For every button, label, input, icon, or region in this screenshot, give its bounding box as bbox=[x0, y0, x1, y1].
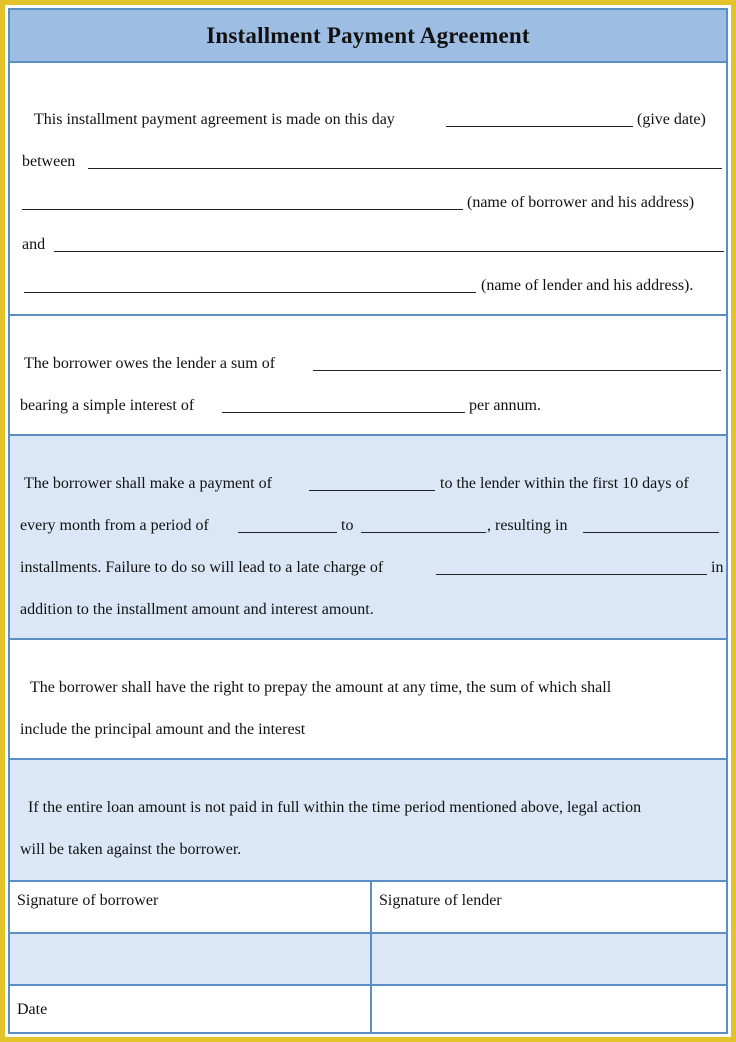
default-section bbox=[10, 760, 726, 882]
lender-date-cell[interactable] bbox=[372, 986, 726, 1032]
borrower-date-cell[interactable] bbox=[10, 986, 372, 1032]
sum-label: The borrower owes the lender a sum of bbox=[24, 355, 276, 372]
in-label: in bbox=[711, 559, 724, 576]
title-bar bbox=[10, 10, 726, 63]
date-label: Date bbox=[17, 1001, 48, 1018]
agreement-date-label: This installment payment agreement is made on this day bbox=[34, 111, 395, 128]
agreement-form bbox=[8, 8, 728, 1034]
addition-text: addition to the installment amount and interest amount. bbox=[20, 601, 374, 618]
between-label: between bbox=[22, 153, 76, 170]
signature-table bbox=[10, 882, 726, 1032]
lender-hint: (name of lender and his address). bbox=[481, 277, 694, 294]
borrower-signature-cell[interactable] bbox=[10, 882, 372, 934]
borrower-name-blank-1[interactable] bbox=[88, 168, 722, 169]
legal-action-text-2: will be taken against the borrower. bbox=[20, 841, 242, 858]
loan-amount-section bbox=[10, 316, 726, 436]
lender-name-blank-1[interactable] bbox=[54, 251, 724, 252]
late-charge-blank[interactable] bbox=[436, 574, 707, 575]
lender-signature-space[interactable] bbox=[372, 934, 726, 986]
document-title: Installment Payment Agreement bbox=[206, 22, 530, 48]
resulting-label: , resulting in bbox=[487, 517, 568, 534]
installments-count-blank[interactable] bbox=[583, 532, 719, 533]
payment-label: The borrower shall make a payment of bbox=[24, 475, 272, 492]
interest-blank[interactable] bbox=[222, 412, 465, 413]
payment-terms-section bbox=[10, 436, 726, 640]
borrower-signature-space[interactable] bbox=[10, 934, 372, 986]
give-date-hint: (give date) bbox=[637, 111, 706, 128]
lender-signature-cell[interactable] bbox=[372, 882, 726, 934]
prepay-text-1: The borrower shall have the right to prepay the amount at any time, the sum of which shall bbox=[30, 679, 612, 696]
lender-signature-label: Signature of lender bbox=[379, 892, 502, 909]
to-label: to bbox=[341, 517, 354, 534]
payment-amount-blank[interactable] bbox=[309, 490, 435, 491]
and-label: and bbox=[22, 236, 46, 253]
interest-label: bearing a simple interest of bbox=[20, 397, 195, 414]
period-label: every month from a period of bbox=[20, 517, 209, 534]
prepay-text-2: include the principal amount and the interest bbox=[20, 721, 306, 738]
period-end-blank[interactable] bbox=[361, 532, 486, 533]
agreement-date-blank[interactable] bbox=[446, 126, 633, 127]
borrower-hint: (name of borrower and his address) bbox=[467, 194, 695, 211]
period-start-blank[interactable] bbox=[238, 532, 337, 533]
lender-name-blank-2[interactable] bbox=[24, 292, 476, 293]
payment-deadline-text: to the lender within the first 10 days of bbox=[440, 475, 689, 492]
sum-blank[interactable] bbox=[313, 370, 721, 371]
borrower-name-blank-2[interactable] bbox=[22, 209, 463, 210]
prepayment-section bbox=[10, 640, 726, 760]
late-charge-label: installments. Failure to do so will lead to a late charge of bbox=[20, 559, 384, 576]
borrower-signature-label: Signature of borrower bbox=[17, 892, 159, 909]
legal-action-text-1: If the entire loan amount is not paid in full within the time period mentioned above, legal action bbox=[28, 799, 642, 816]
per-annum-label: per annum. bbox=[469, 397, 541, 414]
parties-section bbox=[10, 65, 726, 316]
